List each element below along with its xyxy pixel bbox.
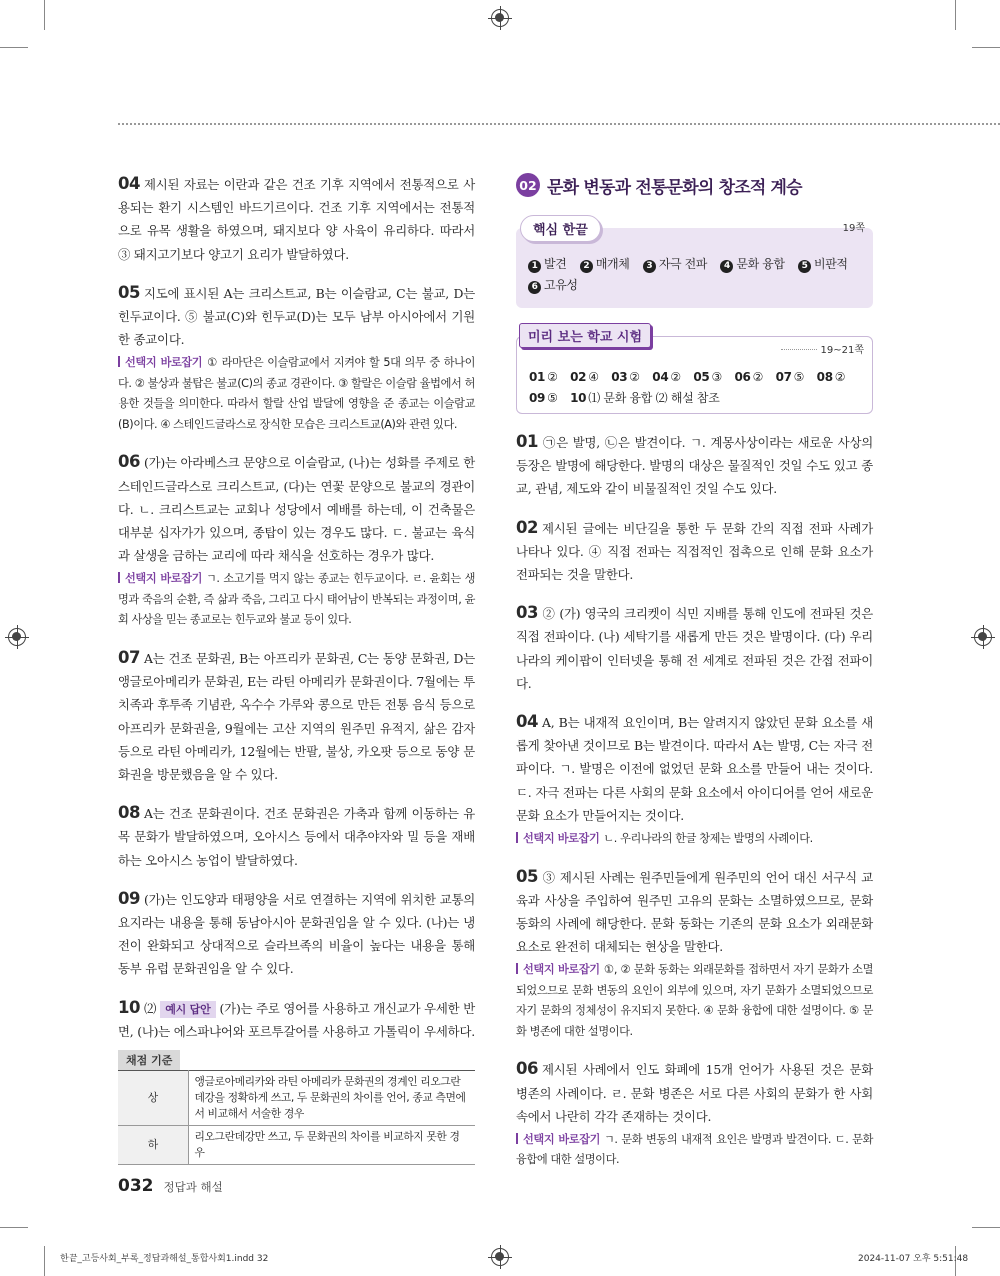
choice-correction-text: ①, ② 문화 동화는 외래문화를 접하면서 자기 문화가 소멸되었으므로 문화 변동의 요인이 외부에 있으며, 자기 문화가 소멸되었으므로 자기 문화의 정체성이 유지되지 못한다. ④ 문화 융합에 대한 설명이다. ⑤ 문화 병존에 대한 설명이다. xyxy=(516,963,873,1038)
answer-text: 제시된 자료는 이란과 같은 건조 기후 지역에서 전통적으로 사용되는 환기 시스템인 바드기르이다. 건조 기후 지역에서는 전통적으로 유목 생활을 하였으며, 돼지보다 양 사육이 유리하다. 따라서 ③ 돼지고기보다 양고기 요리가 발달하였다. xyxy=(118,177,475,262)
core-summary-box xyxy=(516,223,873,308)
answer-key-row xyxy=(529,388,860,409)
question-number: 02 xyxy=(516,517,538,537)
question-number: 04 xyxy=(118,174,140,193)
slug-timestamp: 2024-11-07 오후 5:51:48 xyxy=(858,1254,969,1264)
crop-mark xyxy=(0,47,28,48)
choice-correction-label: 선택지 바로잡기 xyxy=(516,1133,600,1146)
answer-10 xyxy=(118,996,475,1043)
grade-level: 하 xyxy=(118,1125,188,1164)
choice-correction xyxy=(516,960,873,1042)
question-number: 09 xyxy=(118,888,140,908)
answer-text: A, B는 내재적 요인이며, B는 알려지지 않았던 문화 요소를 새롭게 찾아낸 것이므로 B는 발견이다. 따라서 A는 발명, C는 자극 전파이다. ㄱ. 발명은 이전에 없었던 문화 요소를 만들어 내는 것이다. ㄷ. 자극 전파는 다른 사회의 문화 요소에서 아이디어를 얻어 새로운 문화 요소가 만들어지는 것이다. xyxy=(516,715,873,823)
section-title: 문화 변동과 전통문화의 창조적 계승 xyxy=(547,177,802,198)
grade-description: 앵글로아메리카와 라틴 아메리카 문화권의 경계인 리오그란데강을 정확하게 쓰고, 두 문화권의 차이를 언어, 종교 측면에서 비교해서 서술한 경우 xyxy=(188,1070,475,1125)
list-item: 5 비판적 xyxy=(798,257,848,271)
sub-question-marker: ⑵ xyxy=(143,1000,157,1016)
school-test-box xyxy=(516,330,873,414)
page-footer xyxy=(118,1176,223,1196)
answer-key-item: 09 ⑤ xyxy=(529,391,558,405)
list-item: 2 매개체 xyxy=(580,257,630,271)
number-badge: 3 xyxy=(643,260,656,273)
choice-correction xyxy=(118,569,475,631)
answer-r01 xyxy=(516,430,873,501)
answer-key-item: 01 ② xyxy=(529,370,558,384)
answer-key-item: 06 ② xyxy=(734,370,764,384)
answer-key-row xyxy=(529,367,860,388)
header-dotted-rule xyxy=(118,123,1000,125)
answer-text: ㉠은 발명, ㉡은 발견이다. ㄱ. 계몽사상이라는 새로운 사상의 등장은 발명에 해당한다. 발명의 대상은 물질적인 것일 수도 있고 종교, 관념, 제도와 같이 비물질적인 것일 수도 있다. xyxy=(516,435,873,497)
question-number: 10 xyxy=(118,997,140,1017)
list-item: 1 발견 xyxy=(528,257,566,271)
answer-text: 지도에 표시된 A는 크리스트교, B는 이슬람교, C는 불교, D는 힌두교이다. ⑤ 불교(C)와 힌두교(D)는 모두 남부 아시아에서 기원한 종교이다. xyxy=(118,285,475,348)
crop-mark xyxy=(972,1227,1000,1228)
answer-key-item: 03 ② xyxy=(611,370,640,384)
answer-text: (가)는 인도양과 태평양을 서로 연결하는 지역에 위치한 교통의 요지라는 내용을 통해 동남아시아 문화권임을 알 수 있다. (나)는 냉전이 완화되고 상대적으로 슬라브족의 비율이 높다는 내용을 통해 동부 유럽 문화권임을 알 수 있다. xyxy=(118,891,475,977)
number-badge: 1 xyxy=(528,260,541,273)
answer-key-item: 02 ④ xyxy=(570,370,599,384)
answer-text: A는 건조 문화권, B는 아프리카 문화권, C는 동양 문화권, D는 앵글로아메리카 문화권, E는 라틴 아메리카 문화권이다. 7월에는 투치족과 후투족 기념관, 옥수수 가루와 콩으로 만든 전통 음식 등으로 아프리카 문화권을, 9월에는 고산 지역의 원주민 유적지, 삶은 감자 등으로 라틴 아메리카, 12월에는 반팔, 불상, 카오팟 등으로 동양 문화권을 방문했음을 알 수 있다. xyxy=(118,650,475,782)
core-summary-page: 19쪽 xyxy=(842,223,865,234)
table-row xyxy=(118,1070,475,1125)
answer-r03 xyxy=(516,601,873,695)
answer-text: 제시된 사례에서 인도 화폐에 15개 언어가 사용된 것은 문화 병존의 사례이다. ㄹ. 문화 병존은 서로 다른 사회의 문화가 한 사회 속에서 나란히 각각 존재하는 것이다. xyxy=(516,1062,873,1124)
answer-r05 xyxy=(516,865,873,1043)
question-number: 05 xyxy=(516,866,538,886)
answer-text: A는 건조 문화권이다. 건조 문화권은 가축과 함께 이동하는 유목 문화가 발달하였으며, 오아시스 등에서 대추야자와 밀 등을 재배하는 오아시스 농업이 발달하였다. xyxy=(118,806,475,868)
answer-08 xyxy=(118,801,475,872)
answer-key-item: 07 ⑤ xyxy=(775,370,805,384)
table-row xyxy=(118,1125,475,1164)
choice-correction-text: ㄴ. 우리나라의 한글 창제는 발명의 사례이다. xyxy=(603,832,813,846)
slug-filename: 한끝_고등사회_부록_정답과해설_통합사회1.indd 32 xyxy=(60,1254,269,1264)
answer-key-item: 08 ② xyxy=(816,370,846,384)
answer-text: (가)는 아라베스크 문양으로 이슬람교, (나)는 성화를 주제로 한 스테인드글라스로 크리스트교, (다)는 연꽃 문양으로 불교의 경관이다. ㄴ. 크리스트교는 교회나 성당에서 예배를 하는데, 이 건축물은 대부분 십자가가 있으며, 종탑이 있는 경우도 많다. ㄷ. 불교는 육식과 살생을 금하는 교리에 따라 채식을 선호하는 경우가 많다. xyxy=(118,455,475,564)
choice-correction xyxy=(516,829,873,850)
number-badge: 4 xyxy=(720,260,733,273)
list-item: 3 자극 전파 xyxy=(643,257,707,271)
answer-06 xyxy=(118,450,475,631)
answer-key-item: 10 ⑴ 문화 융합 ⑵ 해설 참조 xyxy=(570,391,720,405)
list-item: 6 고유성 xyxy=(528,278,578,292)
choice-correction-label: 선택지 바로잡기 xyxy=(516,963,600,976)
question-number: 04 xyxy=(516,712,538,732)
registration-mark-icon xyxy=(8,628,26,646)
grading-criteria-title: 채점 기준 xyxy=(118,1050,180,1070)
answer-07 xyxy=(118,646,475,786)
question-number: 01 xyxy=(516,432,538,451)
answer-text: 제시된 글에는 비단길을 통한 두 문화 간의 직접 전파 사례가 나타나 있다. ④ 직접 전파는 직접적인 접촉으로 인해 문화 요소가 전파되는 것을 말한다. xyxy=(516,520,873,583)
answer-text: (가)는 주로 영어를 사용하고 개신교가 우세한 반면, (나)는 에스파냐어와 포르투갈어를 사용하고 가톨릭이 우세하다. xyxy=(118,1000,475,1039)
choice-correction-text: ㄱ. 문화 변동의 내재적 요인은 발명과 발견이다. ㄷ. 문화 융합에 대한 설명이다. xyxy=(516,1132,873,1167)
number-badge: 6 xyxy=(528,281,541,294)
answer-text: ② (가) 영국의 크리켓이 식민 지배를 통해 인도에 전파된 것은 직접 전파이다. (나) 세탁기를 새롭게 만든 것은 발명이다. (다) 우리나라의 케이팝이 인터넷을 통해 전 세계로 전파된 것은 간접 전파이다. xyxy=(516,606,873,691)
choice-correction xyxy=(516,1130,873,1171)
question-number: 07 xyxy=(118,647,140,667)
choice-correction-label: 선택지 바로잡기 xyxy=(516,832,599,845)
grade-description: 리오그란데강만 쓰고, 두 문화권의 차이를 비교하지 못한 경우 xyxy=(188,1125,475,1164)
answer-05 xyxy=(118,281,475,436)
school-test-page: 19~21쪽 xyxy=(781,341,865,356)
question-number: 05 xyxy=(118,282,140,302)
crop-mark xyxy=(44,1246,45,1276)
crop-mark xyxy=(972,47,1000,48)
answer-04 xyxy=(118,172,475,266)
choice-correction-label: 선택지 바로잡기 xyxy=(118,356,202,369)
choice-correction-text: ㄱ. 소고기를 먹지 않는 종교는 힌두교이다. ㄹ. 윤회는 생명과 죽음의 순환, 즉 삶과 죽음, 그리고 다시 태어남이 반복되는 과정이며, 윤회 사상을 믿는 종교로는 힌두교와 불교 등이 있다. xyxy=(118,572,475,627)
grading-criteria xyxy=(118,1049,475,1165)
registration-mark-icon xyxy=(491,9,509,27)
example-answer-badge: 예시 답안 xyxy=(160,1001,215,1018)
core-summary-tag: 핵심 한끝 xyxy=(520,215,601,242)
right-column xyxy=(516,172,873,1186)
answer-r06 xyxy=(516,1057,873,1171)
list-item: 4 문화 융합 xyxy=(720,257,784,271)
choice-correction xyxy=(118,353,475,435)
section-number: 02 xyxy=(516,173,540,197)
crop-mark xyxy=(955,0,956,30)
question-number: 08 xyxy=(118,803,140,823)
grading-table xyxy=(118,1070,475,1165)
registration-mark-icon xyxy=(974,628,992,646)
crop-mark xyxy=(44,0,45,30)
choice-correction-label: 선택지 바로잡기 xyxy=(118,572,202,585)
question-number: 06 xyxy=(516,1059,538,1079)
number-badge: 5 xyxy=(798,260,811,273)
school-test-tag: 미리 보는 학교 시험 xyxy=(519,323,651,348)
page-number: 032 xyxy=(118,1176,154,1196)
crop-mark xyxy=(0,1227,28,1228)
registration-mark-icon xyxy=(491,1248,509,1266)
section-header xyxy=(516,172,873,198)
answer-r04 xyxy=(516,710,873,850)
core-summary-items xyxy=(528,254,861,296)
answer-09 xyxy=(118,887,475,981)
question-number: 06 xyxy=(118,452,140,472)
answer-text: ③ 제시된 사례는 원주민들에게 원주민의 언어 대신 서구식 교육과 사상을 주입하여 원주민 고유의 문화는 소멸하였으므로, 문화 동화의 사례에 해당한다. 문화 동화는 기존의 문화 요소가 외래문화 요소로 완전히 대체되는 현상을 말한다. xyxy=(516,869,873,955)
page-label: 정답과 해설 xyxy=(163,1180,223,1194)
answer-key-item: 05 ③ xyxy=(693,370,722,384)
answer-key-item: 04 ② xyxy=(652,370,681,384)
choice-correction-text: ① 라마단은 이슬람교에서 지켜야 할 5대 의무 중 하나이다. ② 불상과 불탑은 불교(C)의 종교 경관이다. ③ 할랄은 이슬람 율법에서 허용한 것들을 의미한다. 따라서 할랄 산업 발달에 영향을 준 종교는 이슬람교(B)이다. ④ 스테인드글라스로 장식한 모습은 크리스트교(A)와 관련 있다. xyxy=(118,356,475,431)
answer-r02 xyxy=(516,516,873,587)
grade-level: 상 xyxy=(118,1070,188,1125)
number-badge: 2 xyxy=(580,260,593,273)
left-column xyxy=(118,172,475,1165)
question-number: 03 xyxy=(516,603,538,623)
